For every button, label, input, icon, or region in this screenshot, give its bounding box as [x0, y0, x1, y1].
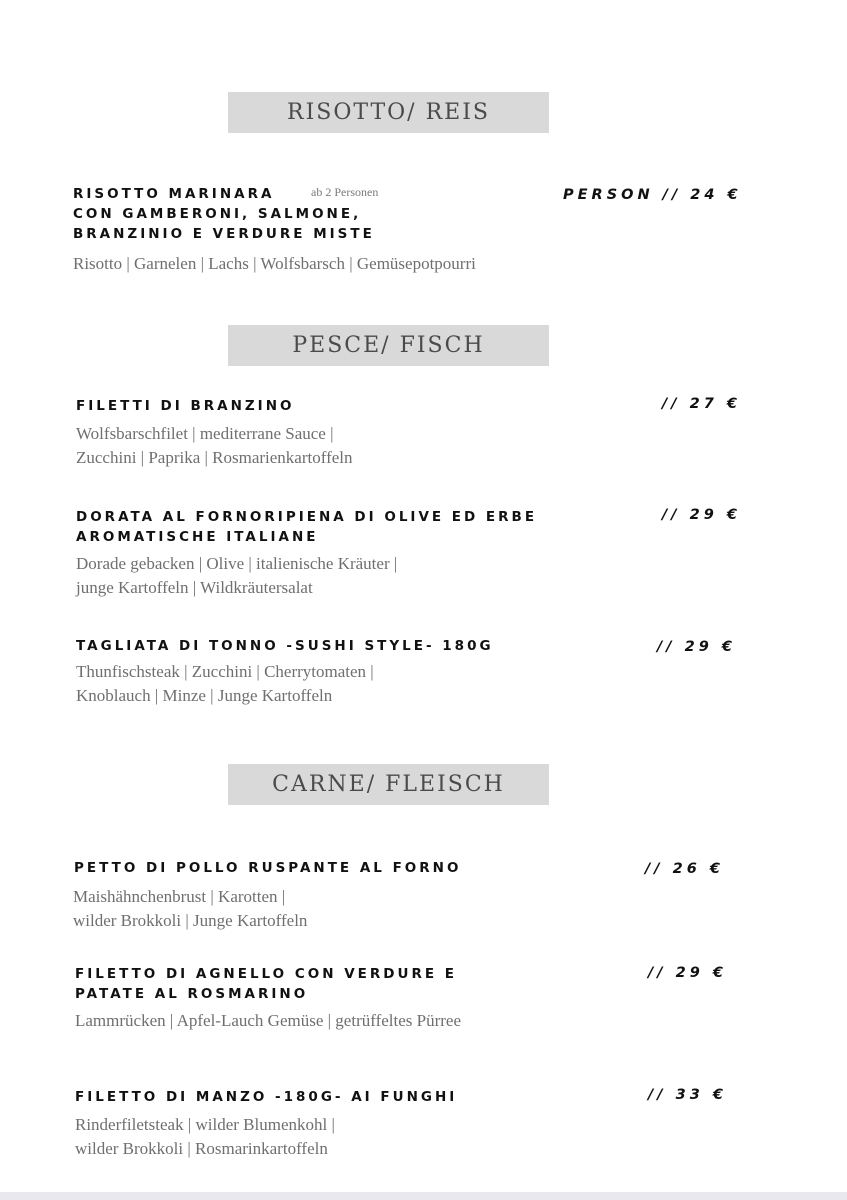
dish-title-line: FILETTO DI AGNELLO CON VERDURE E	[75, 966, 458, 982]
dish-description	[73, 885, 307, 933]
dish-title	[74, 858, 461, 878]
dish-description-line: Maishähnchenbrust | Karotten |	[73, 887, 286, 906]
dish-price: // 27 €	[662, 396, 741, 412]
dish-description-line: Wolfsbarschfilet | mediterrane Sauce |	[76, 424, 334, 443]
section-header-pesce: PESCE/ FISCH	[228, 325, 549, 366]
dish-title-line: DORATA AL FORNORIPIENA DI OLIVE ED ERBE	[76, 509, 538, 525]
dish-title-line: BRANZINIO E VERDURE MISTE	[73, 226, 375, 242]
dish-description-line: Knoblauch | Minze | Junge Kartoffeln	[76, 686, 333, 705]
dish-price: // 29 €	[657, 639, 736, 655]
dish-description-line: wilder Brokkoli | Rosmarinkartoffeln	[75, 1139, 328, 1158]
dish-title-line: RISOTTO MARINARA	[73, 186, 275, 202]
dish-description-line: Zucchini | Paprika | Rosmarienkartoffeln	[76, 448, 353, 467]
dish-title	[76, 507, 537, 547]
dish-description	[73, 252, 476, 276]
dish-title-line: AROMATISCHE ITALIANE	[76, 529, 319, 545]
section-header-risotto: RISOTTO/ REIS	[228, 92, 549, 133]
section-header-carne: CARNE/ FLEISCH	[228, 764, 549, 805]
dish-title-line: FILETTI DI BRANZINO	[76, 398, 295, 414]
page-bottom-edge	[0, 1192, 847, 1200]
serving-note: ab 2 Personen	[311, 185, 379, 199]
dish-description	[76, 422, 353, 470]
dish-price: PERSON // 24 €	[563, 187, 742, 203]
dish-description	[76, 660, 374, 708]
dish-title	[76, 636, 494, 656]
dish-description-line: Dorade gebacken | Olive | italienische Kräuter |	[76, 554, 398, 573]
dish-title-line: FILETTO DI MANZO -180G- AI FUNGHI	[75, 1089, 458, 1105]
dish-title-line: PATATE AL ROSMARINO	[75, 986, 309, 1002]
dish-description-line: Rinderfiletsteak | wilder Blumenkohl |	[75, 1115, 335, 1134]
dish-title	[75, 964, 457, 1004]
dish-price: // 33 €	[648, 1087, 727, 1103]
dish-description	[75, 1009, 461, 1033]
dish-price: // 29 €	[648, 965, 727, 981]
dish-description	[75, 1113, 335, 1161]
dish-title	[76, 396, 294, 416]
dish-title-line: CON GAMBERONI, SALMONE,	[73, 206, 362, 222]
dish-description-line: Lammrücken | Apfel-Lauch Gemüse | getrüffeltes Pürree	[75, 1011, 462, 1030]
dish-description-line: wilder Brokkoli | Junge Kartoffeln	[73, 911, 308, 930]
dish-title-line: PETTO DI POLLO RUSPANTE AL FORNO	[74, 860, 462, 876]
dish-title-line: TAGLIATA DI TONNO -SUSHI STYLE- 180G	[76, 638, 494, 654]
dish-description	[76, 552, 397, 600]
dish-price: // 29 €	[662, 507, 741, 523]
dish-title	[75, 1087, 457, 1107]
dish-description-line: junge Kartoffeln | Wildkräutersalat	[76, 578, 313, 597]
dish-description-line: Risotto | Garnelen | Lachs | Wolfsbarsch | Gemüsepotpourri	[73, 254, 476, 273]
dish-price: // 26 €	[645, 861, 724, 877]
dish-description-line: Thunfischsteak | Zucchini | Cherrytomaten |	[76, 662, 374, 681]
